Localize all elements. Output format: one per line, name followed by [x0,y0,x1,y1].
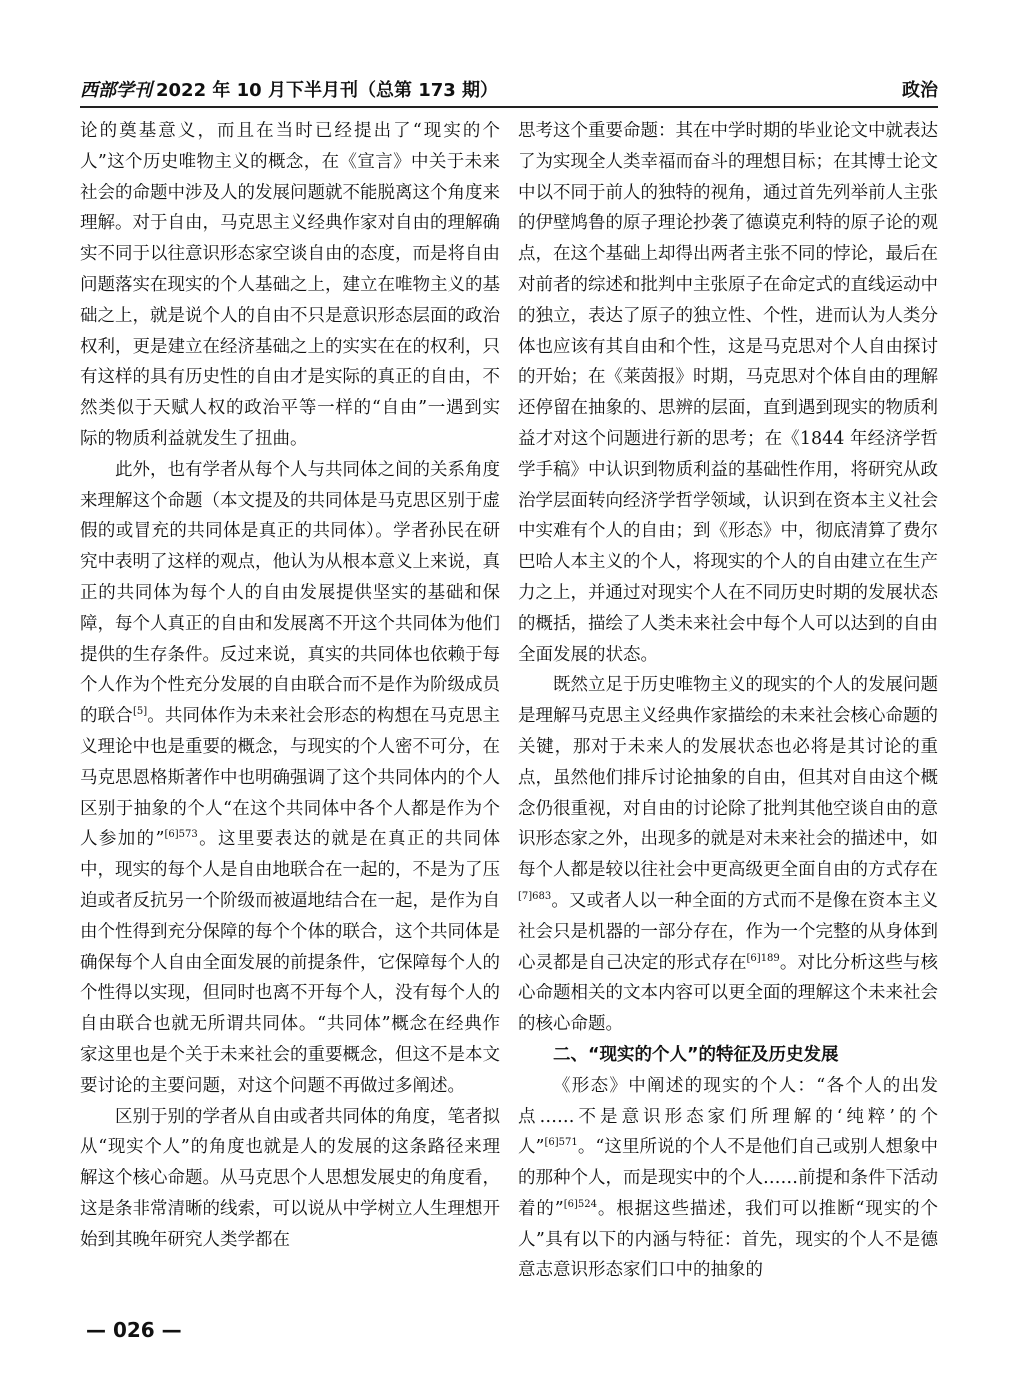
citation: [6]189 [746,952,780,964]
issue-info: 2022 年 10 月下半月刊（总第 173 期） [156,80,499,101]
text-run: 。对比分析这些与核心命题相关的文本内容可以更全面的理解这个未来社会的核心命题。 [518,952,939,1035]
text-run: 。共同体作为未来社会形态的构想在马克思主义理论中也是重要的概念，与现实的个人密不可分，在马克思恩格斯著作中也明确强调了这个共同体内的个人区别于抽象的个人“在这个共同体中各个人都是作为个人参加的” [80,706,501,850]
paragraph: 区别于别的学者从自由或者共同体的角度，笔者拟从“现实个人”的角度也就是人的发展的这条路径来理解这个核心命题。从马克思个人思想发展史的角度看，这是条非常清晰的线索，可以说从中学树立人生理想开始到其晚年研究人类学都在 [80,1106,500,1250]
left-column [80,116,500,1255]
text-run: 。根据这些描述，我们可以推断“现实的个人”具有以下的内涵与特征：首先，现实的个人不是德意志意识形态家们口中的抽象的 [518,1198,938,1281]
paragraph: 思考这个重要命题：其在中学时期的毕业论文中就表达了为实现全人类幸福而奋斗的理想目标；在其博士论文中以不同于前人的独特的视角，通过首先列举前人主张的伊壁鸠鲁的原子理论抄袭了德谟克利特的原子论的观点，在这个基础上却得出两者主张不同的悖论，最后在对前者的综述和批判中主张原子在命定式的直线运动中的独立，表达了原子的独立性、个性，进而认为人类分体也应该有其自由和个性，这是马克思对个人自由探讨的开始；在《莱茵报》时期，马克思对个体自由的理解还停留在抽象的、思辨的层面，直到遇到现实的物质利益才对这个问题进行新的思考；在《1844 年经济学哲学手稿》中认识到物质利益的基础性作用，将研究从政治学层面转向经济学哲学领域，认识到在资本主义社会中实难有个人的自由；到《形态》中，彻底清算了费尔巴哈人本主义的个人，将现实的个人的自由建立在生产力之上，并通过对现实个人在不同历史时期的发展状态的概括，描绘了人类未来社会中每个人可以达到的自由全面发展的状态。 [518,121,938,665]
running-header [80,72,938,108]
section-heading: 二、“现实的个人”的特征及历史发展 [553,1044,839,1065]
citation: [6]524 [563,1198,598,1210]
text-run: 既然立足于历史唯物主义的现实的个人的发展问题是理解马克思主义经典作家描绘的未来社会核心命题的关键，那对于未来人的发展状态也必将是其讨论的重点，虽然他们排斥讨论抽象的自由，但其对自由这个概念仍很重视，对自由的讨论除了批判其他空谈自由的意识形态家之外，出现多的就是对未来社会的描述中，如每个人都是较以往社会中更高级更全面自由的方式存在 [518,675,938,881]
journal-issue [80,76,498,102]
section-name: 政治 [902,80,938,101]
text-run: 。这里要表达的就是在真正的共同体中，现实的每个人是自由地联合在一起的，不是为了压迫或者反抗另一个阶级而被逼地结合在一起，是作为自由个性得到充分保障的每个个体的联合，这个共同体是确保每个人自由全面发展的前提条件，它保障每个人的个性得以实现，但同时也离不开每个人，没有每个人的自由联合也就无所谓共同体。“共同体”概念在经典作家这里也是个关于未来社会的重要概念，但这不是本文要讨论的主要问题，对这个问题不再做过多阐述。 [80,829,501,1096]
text-run: 。又或者人以一种全面的方式而不是像在资本主义社会只是机器的一部分存在，作为一个完整的从身体到心灵都是自己决定的形式存在 [518,890,938,973]
text-run: 《形态》中阐述的现实的个人：“各个人的出发点……不是意识形态家们所理解的‘纯粹’的个人” [518,1075,938,1158]
right-column [518,116,938,1286]
text-run: 。“这里所说的个人不是他们自己或别人想象中的那种个人，而是现实中的个人……前提和条件下活动着的” [518,1137,938,1219]
paragraph [518,1071,938,1287]
citation: [7]683 [518,890,552,902]
paragraph [80,455,500,1102]
citation: [6]571 [544,1137,578,1149]
paragraph: 论的奠基意义，而且在当时已经提出了“现实的个人”这个历史唯物主义的概念，在《宣言》中关于未来社会的命题中涉及人的发展问题就不能脱离这个角度来理解。对于自由，马克思主义经典作家对自由的理解确实不同于以往意识形态家空谈自由的态度，而是将自由问题落实在现实的个人基础之上，建立在唯物主义的基础之上，就是说个人的自由不只是意识形态层面的政治权利，更是建立在经济基础之上的实实在在的权利，只有这样的具有历史性的自由才是实际的真正的自由，不然类似于天赋人权的政治平等一样的“自由”一遇到实际的物质利益就发生了扭曲。 [80,121,500,449]
citation: [6]573 [164,829,198,841]
paragraph [518,670,938,1040]
page-number: — 026 — [86,1318,182,1342]
journal-logo: 西部学刊 [80,80,152,101]
citation: [5] [132,706,148,718]
text-run: 此外，也有学者从每个人与共同体之间的关系角度来理解这个命题（本文提及的共同体是马克思区别于虚假的或冒充的共同体是真正的共同体）。学者孙民在研究中表明了这样的观点，他认为从根本意义上来说，真正的共同体为每个人的自由发展提供坚实的基础和保障，每个人真正的自由和发展离不开这个共同体为他们提供的生存条件。反过来说，真实的共同体也依赖于每个人作为个性充分发展的自由联合而不是作为阶级成员的联合 [80,459,500,727]
